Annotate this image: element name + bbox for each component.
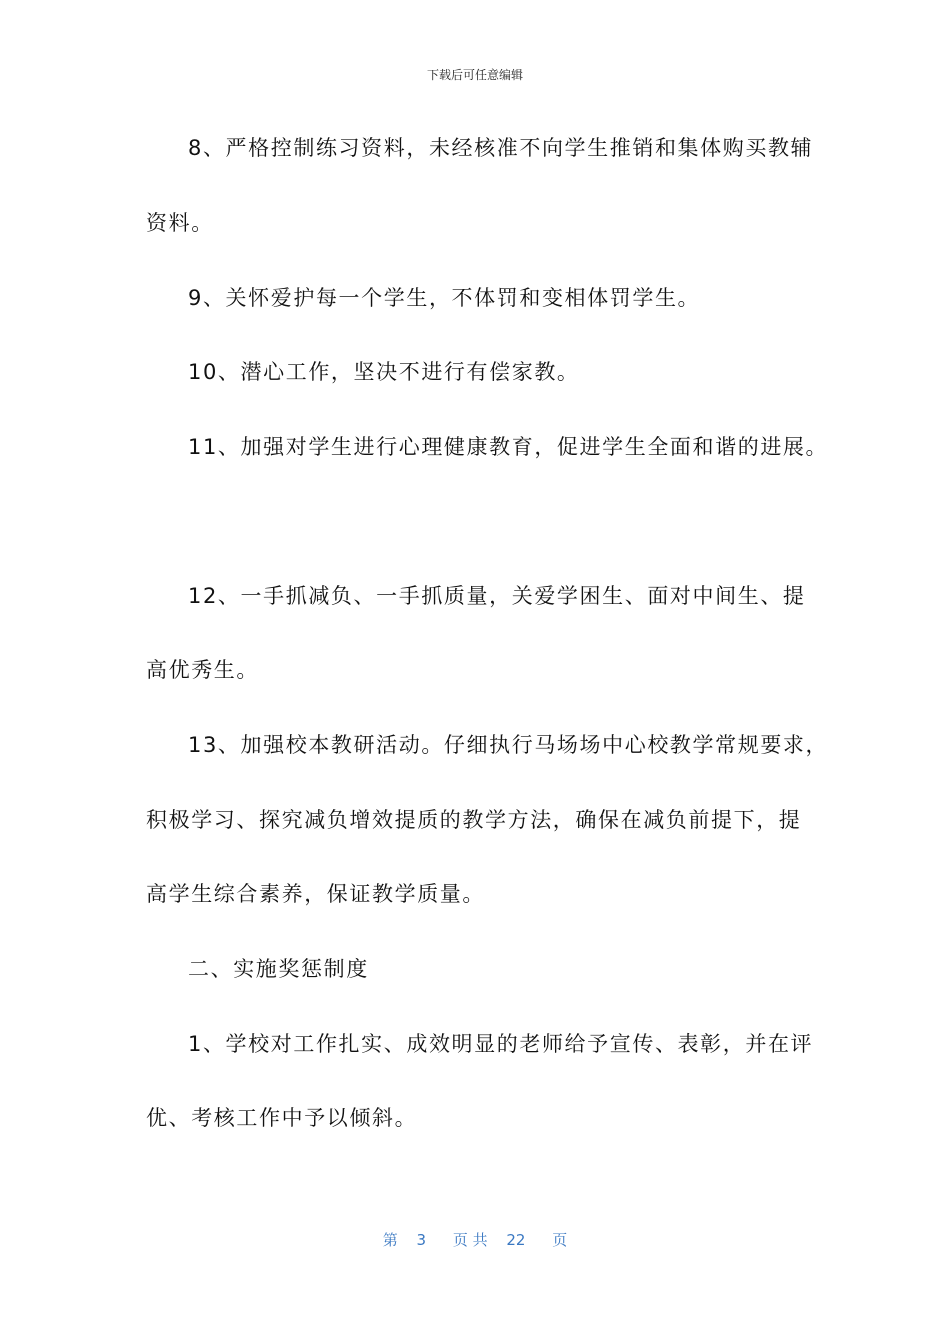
paragraph-line: 积极学习、探究减负增效提质的教学方法，确保在减负前提下，提 bbox=[146, 808, 802, 832]
paragraph-line: 10、潜心工作，坚决不进行有偿家教。 bbox=[188, 360, 580, 384]
page-footer bbox=[0, 1229, 950, 1250]
footer-current-page: 3 bbox=[416, 1231, 427, 1249]
header-note: 下载后可任意编辑 bbox=[426, 68, 523, 82]
footer-page-suffix: 页 bbox=[552, 1231, 568, 1249]
paragraph-line: 11、加强对学生进行心理健康教育，促进学生全面和谐的进展。 bbox=[188, 435, 829, 459]
footer-page-middle: 页 共 bbox=[452, 1231, 488, 1249]
paragraph-line: 13、加强校本教研活动。仔细执行马场场中心校教学常规要求， bbox=[188, 733, 829, 757]
footer-total-pages: 22 bbox=[506, 1231, 526, 1249]
paragraph-line: 高学生综合素养，保证教学质量。 bbox=[146, 882, 485, 906]
paragraph-line: 优、考核工作中予以倾斜。 bbox=[146, 1106, 418, 1130]
paragraph-line: 高优秀生。 bbox=[146, 658, 259, 682]
paragraph-line: 12、一手抓减负、一手抓质量，关爱学困生、面对中间生、提 bbox=[188, 584, 806, 608]
paragraph-line: 8、严格控制练习资料，未经核准不向学生推销和集体购买教辅 bbox=[188, 136, 814, 160]
section-heading: 二、实施奖惩制度 bbox=[188, 957, 369, 981]
footer-page-prefix: 第 bbox=[382, 1231, 398, 1249]
paragraph-line: 资料。 bbox=[146, 211, 214, 235]
paragraph-line: 1、学校对工作扎实、成效明显的老师给予宣传、表彰，并在评 bbox=[188, 1032, 814, 1056]
paragraph-line: 9、关怀爱护每一个学生，不体罚和变相体罚学生。 bbox=[188, 286, 701, 310]
